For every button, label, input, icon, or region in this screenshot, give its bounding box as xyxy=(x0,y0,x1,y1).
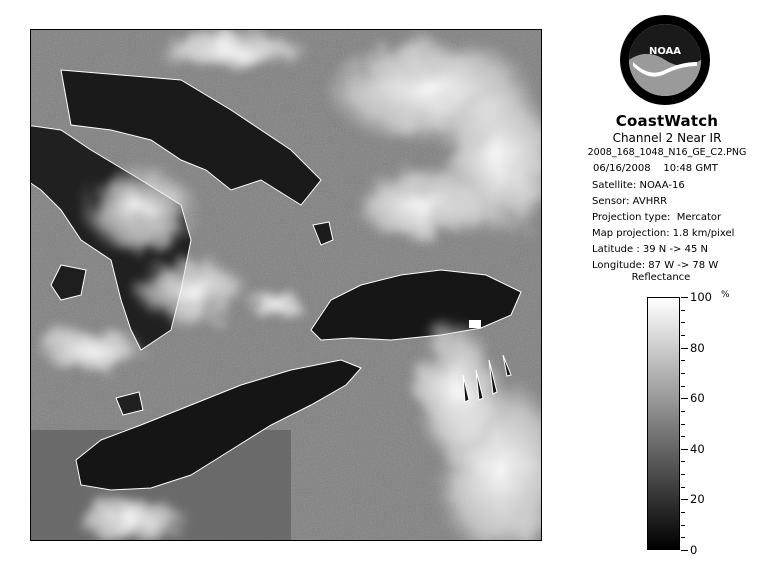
satellite-map xyxy=(31,30,542,541)
colorbar-tick-label: 60 xyxy=(690,391,705,405)
colorbar-minor-tick xyxy=(681,436,685,437)
projection-type: Projection type: Mercator xyxy=(592,212,722,223)
sensor-label: Sensor: AVHRR xyxy=(592,196,668,207)
colorbar-minor-tick xyxy=(681,322,685,323)
colorbar-minor-tick xyxy=(681,373,685,374)
colorbar-major-tick xyxy=(681,499,688,500)
colorbar-major-tick xyxy=(681,297,688,298)
satellite-label: Satellite: NOAA-16 xyxy=(592,180,685,191)
colorbar-minor-tick xyxy=(681,424,685,425)
colorbar-minor-tick xyxy=(681,537,685,538)
reflectance-colorbar xyxy=(647,297,680,550)
colorbar-minor-tick xyxy=(681,487,685,488)
colorbar-minor-tick xyxy=(681,461,685,462)
colorbar-minor-tick xyxy=(681,360,685,361)
colorbar-major-tick xyxy=(681,449,688,450)
colorbar-minor-tick xyxy=(681,525,685,526)
colorbar-major-tick xyxy=(681,398,688,399)
latitude-range: Latitude : 39 N -> 45 N xyxy=(592,244,708,255)
product-title: CoastWatch xyxy=(615,112,719,130)
colorbar-minor-tick xyxy=(681,386,685,387)
acquisition-datetime: 06/16/2008 10:48 GMT xyxy=(593,163,718,174)
colorbar-minor-tick xyxy=(681,335,685,336)
channel-label: Channel 2 Near IR xyxy=(612,131,722,145)
file-name: 2008_168_1048_N16_GE_C2.PNG xyxy=(587,147,747,158)
colorbar-minor-tick xyxy=(681,411,685,412)
noaa-logo xyxy=(619,14,711,106)
map-projection: Map projection: 1.8 km/pixel xyxy=(592,228,735,239)
colorbar-major-tick xyxy=(681,550,688,551)
noaa-logo-text: NOAA xyxy=(648,46,682,57)
scale-unit: % xyxy=(721,290,730,300)
colorbar-major-tick xyxy=(681,348,688,349)
colorbar-tick-label: 100 xyxy=(690,290,712,304)
colorbar-tick-label: 0 xyxy=(690,543,698,557)
colorbar-minor-tick xyxy=(681,512,685,513)
colorbar-minor-tick xyxy=(681,474,685,475)
longitude-range: Longitude: 87 W -> 78 W xyxy=(592,260,719,271)
scale-label: Reflectance xyxy=(631,272,691,283)
satellite-image xyxy=(30,29,542,541)
colorbar-tick-label: 20 xyxy=(690,492,705,506)
colorbar-tick-label: 40 xyxy=(690,442,705,456)
colorbar-minor-tick xyxy=(681,310,685,311)
colorbar-tick-label: 80 xyxy=(690,341,705,355)
